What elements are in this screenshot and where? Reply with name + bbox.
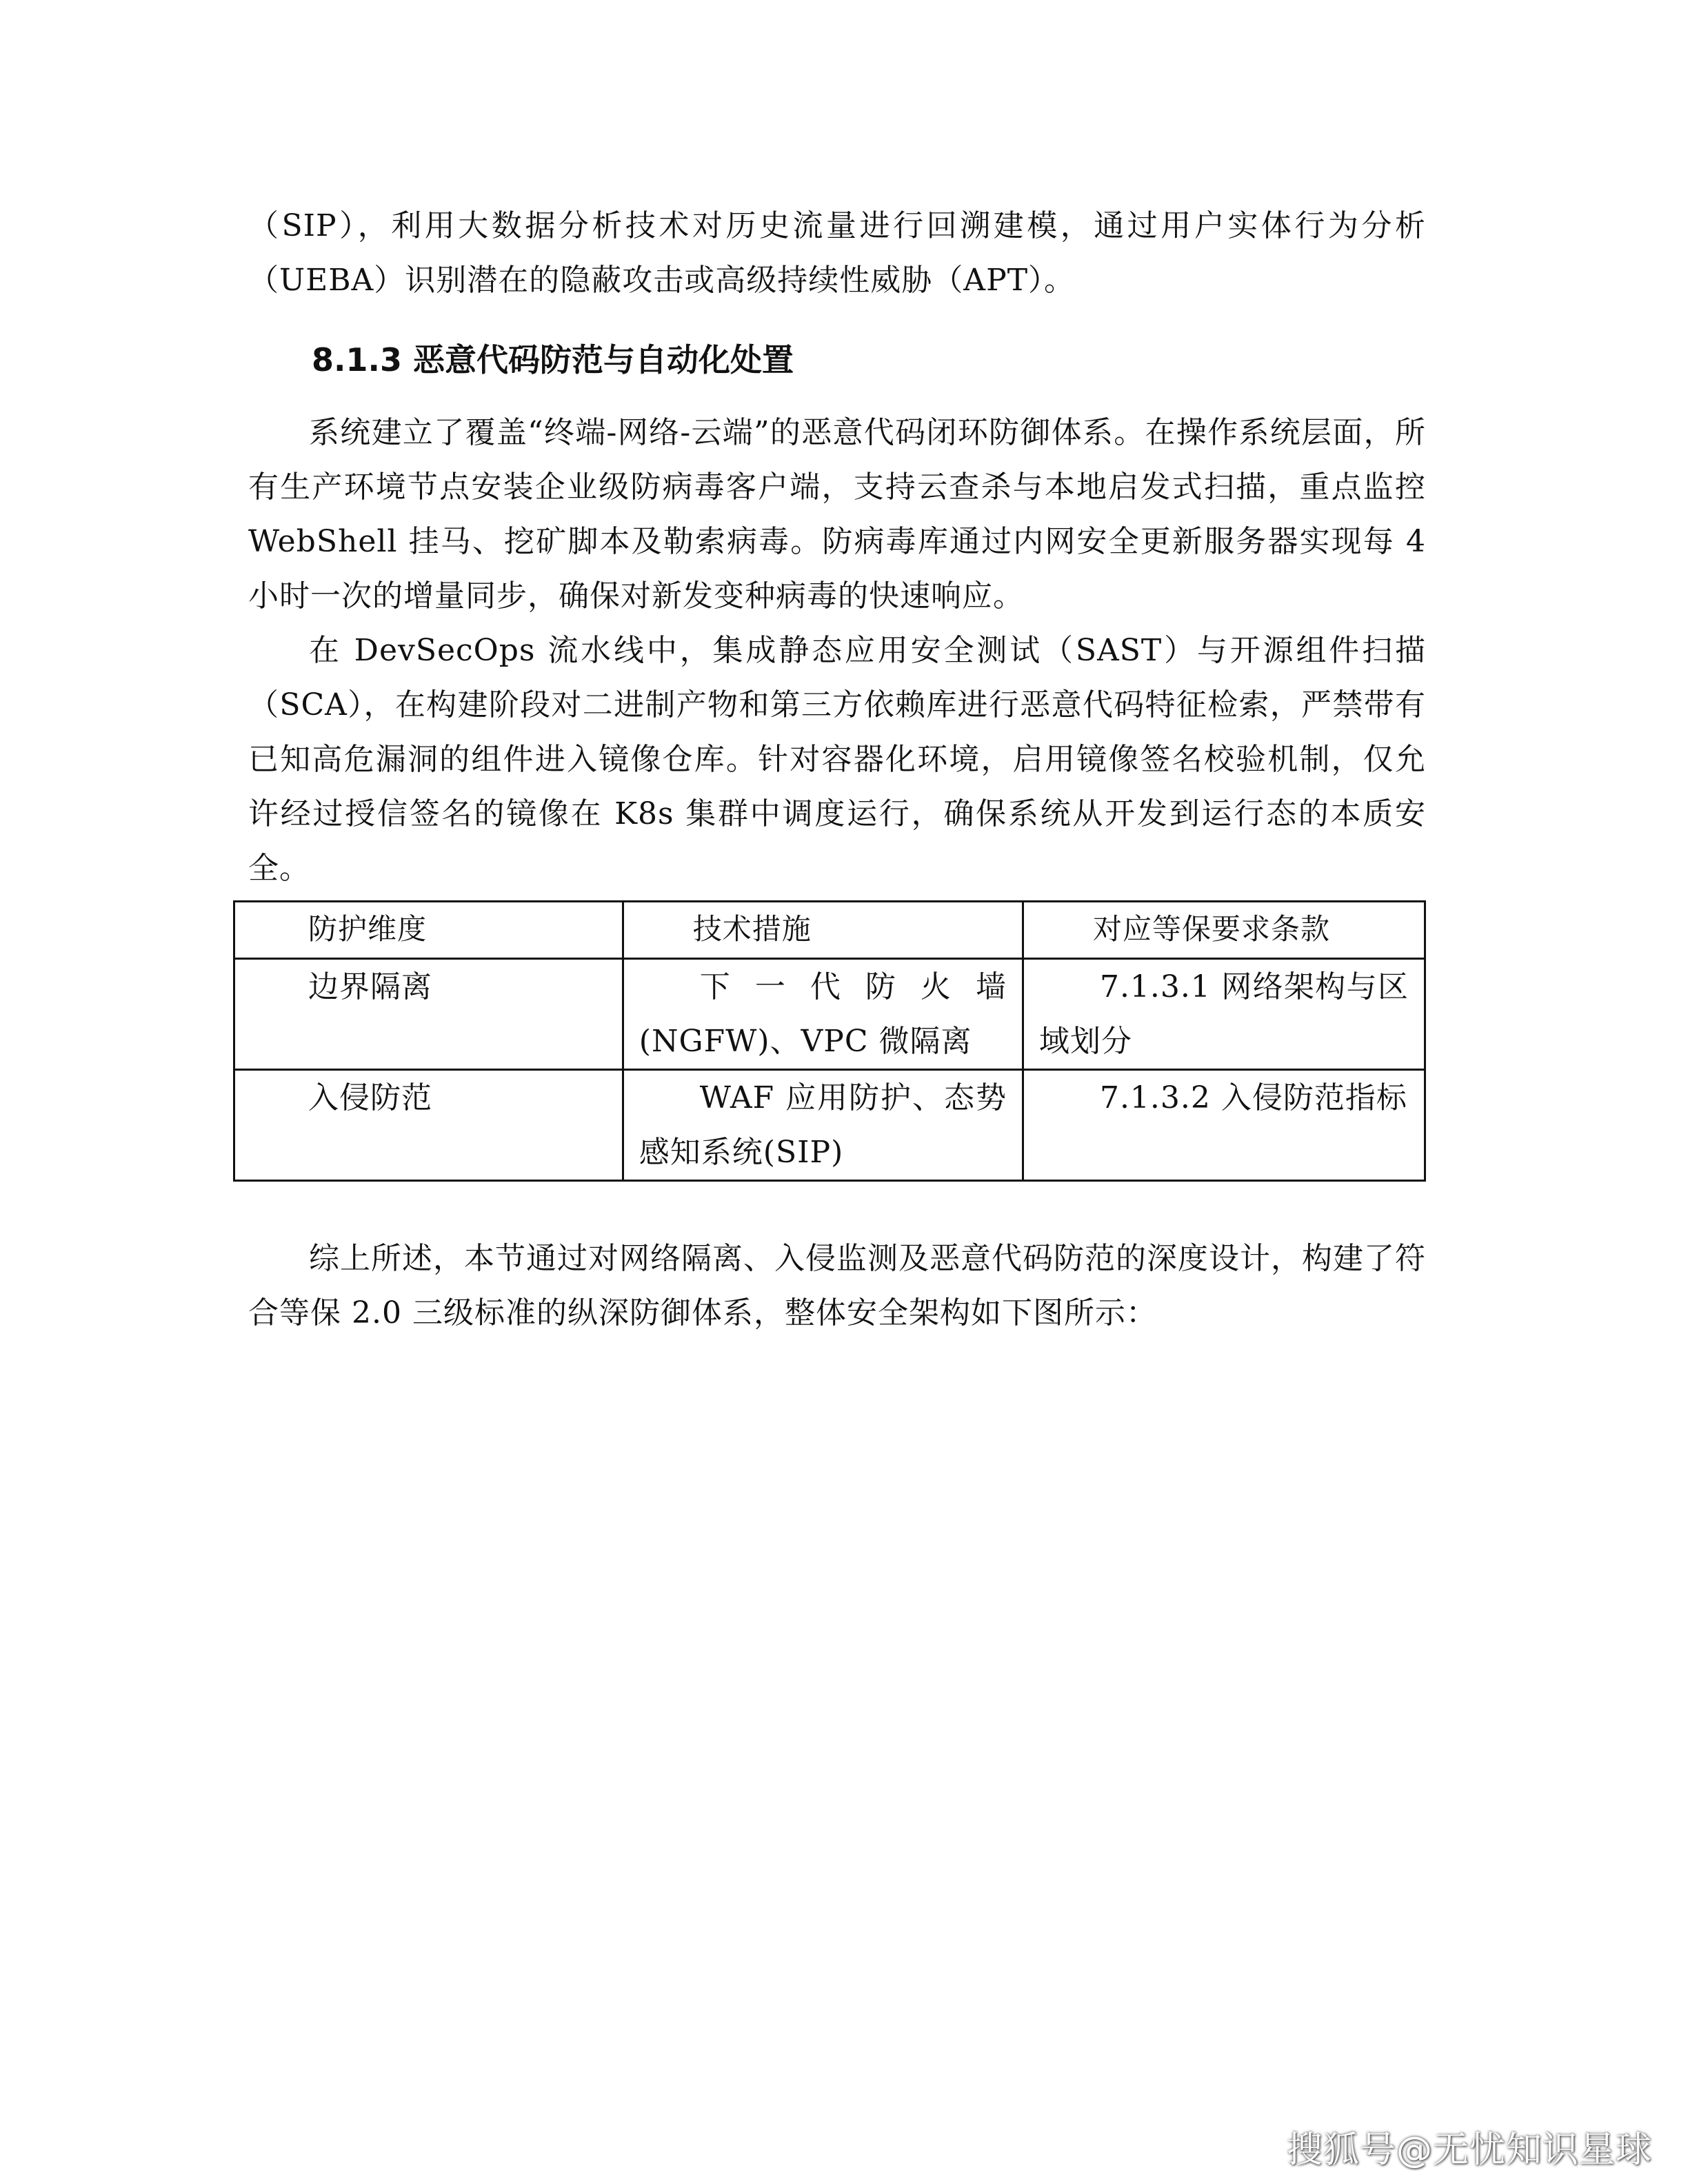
- paragraph-sip-ueba: [248, 199, 1426, 307]
- table-cell: 入侵防范: [234, 1070, 623, 1181]
- paragraph-text: 系统建立了覆盖“终端-网络-云端”的恶意代码闭环防御体系。在操作系统层面，所有生产环境节点安装企业级防病毒客户端，支持云查杀与本地启发式扫描，重点监控 WebShell 挂马、挖矿脚本及勒索病毒。防病毒库通过内网安全更新服务器实现每 4 小时一次的增量同步，确保对新发变种病毒的快速响应。: [248, 415, 1426, 614]
- table-cell: 7.1.3.2 入侵防范指标: [1023, 1070, 1425, 1181]
- table-header-cell: 技术措施: [623, 902, 1023, 959]
- paragraph-text: 综上所述，本节通过对网络隔离、入侵监测及恶意代码防范的深度设计，构建了符合等保 2.0 三级标准的纵深防御体系，整体安全架构如下图所示：: [248, 1241, 1426, 1331]
- table-row: [234, 959, 1425, 1070]
- table-cell: 下一代防火墙(NGFW)、VPC 微隔离: [623, 959, 1023, 1070]
- table-cell: WAF 应用防护、态势感知系统(SIP): [623, 1070, 1023, 1181]
- paragraph-text: （SIP），利用大数据分析技术对历史流量进行回溯建模，通过用户实体行为分析（UEBA）识别潜在的隐蔽攻击或高级持续性威胁（APT）。: [248, 208, 1426, 298]
- table-cell: 7.1.3.1 网络架构与区域划分: [1023, 959, 1425, 1070]
- table-header-cell: 防护维度: [234, 902, 623, 959]
- section-heading: 8.1.3 恶意代码防范与自动化处置: [312, 341, 794, 378]
- paragraph-text: 在 DevSecOps 流水线中，集成静态应用安全测试（SAST）与开源组件扫描（SCA），在构建阶段对二进制产物和第三方依赖库进行恶意代码特征检索，严禁带有已知高危漏洞的组件进入镜像仓库。针对容器化环境，启用镜像签名校验机制，仅允许经过授信签名的镜像在 K8s 集群中调度运行，确保系统从开发到运行态的本质安全。: [248, 633, 1426, 886]
- table-cell: 边界隔离: [234, 959, 623, 1070]
- table-row: [234, 1070, 1425, 1181]
- protection-table: [233, 900, 1426, 1182]
- table-header-cell: 对应等保要求条款: [1023, 902, 1425, 959]
- watermark: 搜狐号@无忧知识星球: [1286, 2130, 1652, 2171]
- paragraph-devsecops: [248, 623, 1426, 896]
- paragraph-summary: [248, 1231, 1426, 1340]
- paragraph-malware-defense: [248, 405, 1426, 623]
- table-header-row: [234, 902, 1425, 959]
